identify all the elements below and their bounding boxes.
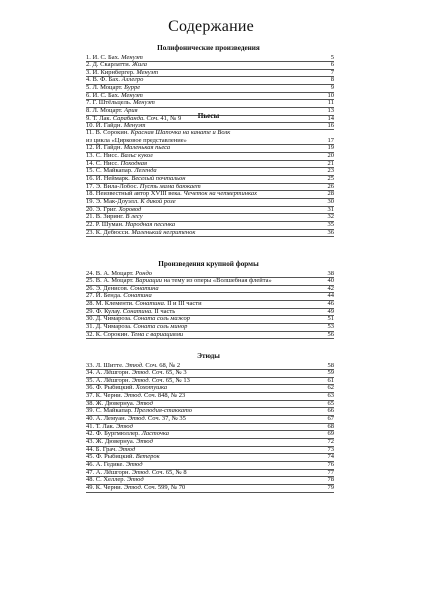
entry-number: 38. [86, 399, 95, 407]
entry-work: Этюд. [131, 369, 151, 377]
entry-title [86, 415, 186, 423]
entry-composer: К. Дебюсси. [95, 228, 130, 236]
entry-composer: С. Хеллер. [95, 476, 126, 484]
entry-page: 32 [327, 213, 334, 221]
entry-work: Вариации [135, 277, 163, 285]
entry-number: 42. [86, 430, 95, 438]
toc-entry [86, 331, 334, 340]
entry-page: 61 [327, 376, 334, 384]
entry-number: 5. [86, 84, 91, 92]
entry-page: 59 [327, 369, 334, 377]
entry-title [86, 400, 153, 408]
entry-number: 43. [86, 438, 95, 445]
entry-composer: Ж. Дювернуа. [95, 438, 135, 445]
entry-page: 42 [327, 284, 334, 292]
entry-composer: В. Зиринг. [95, 213, 124, 221]
entry-title [86, 461, 143, 469]
entry-work: Этюд. [123, 392, 143, 400]
entry-composer: С. Майкапар. [95, 407, 133, 415]
entry-number: 10. [86, 121, 95, 129]
entry-composer: С. Нисс. [95, 159, 119, 167]
entry-work: Тема с вариациями [130, 330, 184, 338]
entry-title [86, 61, 147, 69]
entry-title [86, 54, 143, 62]
entry-title [86, 392, 185, 400]
entry-work: Походная [120, 159, 148, 167]
entry-number: 19. [86, 198, 95, 205]
entry-title [86, 69, 158, 77]
entry-title [86, 129, 230, 137]
entry-number: 28. [86, 300, 95, 308]
entry-work: Вальс кукол [120, 152, 153, 160]
entry-work: Ария [124, 107, 138, 115]
entry-page: 66 [327, 407, 334, 415]
entry-page: 25 [327, 175, 334, 183]
entry-composer: В. А. Моцарт. [95, 277, 134, 285]
entry-number: 6. [86, 91, 91, 99]
entry-work: Этюд. [131, 468, 151, 476]
entry-title [86, 167, 157, 175]
entry-composer: Й. Гайдн. [95, 144, 123, 152]
entry-number: 27. [86, 292, 95, 300]
section-heading: Произведения крупной формы [158, 260, 259, 268]
entry-page: 62 [327, 384, 334, 392]
entry-title [86, 122, 145, 130]
entry-page: 63 [327, 392, 334, 400]
entry-title [86, 369, 187, 377]
entry-title [86, 407, 192, 415]
entry-title [86, 292, 152, 300]
entry-page: 5 [330, 53, 334, 61]
entry-number: 2. [86, 61, 91, 69]
entry-page: 10 [327, 91, 334, 99]
entry-page: 44 [327, 292, 334, 300]
entry-page: 56 [327, 330, 334, 338]
entry-detail: на тему из оперы «Волшебная флейта» [163, 277, 272, 285]
entry-title [86, 362, 180, 370]
entry-page: 30 [327, 198, 334, 205]
entry-title [86, 144, 170, 152]
entry-page: 51 [327, 315, 334, 323]
entry-work: Сонатина. [122, 307, 153, 315]
entry-composer: Д. Чимароза. [95, 315, 132, 323]
entry-composer: В. Ф. Бах. [92, 76, 120, 84]
entry-number: 44. [86, 445, 95, 453]
entry-number: 26. [86, 284, 95, 292]
entry-title [86, 331, 183, 339]
entry-number: 31. [86, 323, 95, 331]
entry-number: 12. [86, 144, 95, 152]
entry-number: 16. [86, 175, 95, 183]
entry-detail: Соч. 65, № 3 [151, 369, 187, 377]
entry-page: 9 [330, 84, 334, 92]
entry-page: 65 [327, 399, 334, 407]
entry-page: 67 [327, 415, 334, 423]
entry-title [86, 183, 201, 191]
entry-work: Сарабанда. [112, 114, 145, 122]
entry-number: 15. [86, 167, 95, 175]
entry-composer: Л. Шитте. [95, 361, 124, 369]
entry-work: Хохотушка [135, 384, 168, 392]
entry-number: 25. [86, 277, 95, 285]
entry-title [86, 476, 144, 484]
entry-composer: Т. Лак. [92, 114, 112, 122]
entry-composer: Э. Мак-Доуэлл. [95, 198, 139, 205]
entry-composer: В. А. Моцарт. [95, 269, 134, 277]
entry-title [86, 175, 186, 183]
entry-work: Соната соль минор [133, 323, 188, 331]
entry-number: 9. [86, 114, 91, 122]
entry-page: 17 [327, 136, 334, 144]
entry-page: 79 [327, 483, 334, 491]
entry-work: Этюд [116, 422, 133, 430]
entry-number: 22. [86, 220, 95, 228]
entry-work: В лесу [125, 213, 143, 221]
entry-composer: Й. Бенда. [95, 292, 122, 300]
entry-detail: Соч. 65, № 13 [151, 376, 190, 384]
entry-work: Чечеток на четвертинках [183, 190, 257, 198]
entry-composer: А. Лемуан. [95, 415, 127, 423]
entry-composer: И. Неймарк. [95, 175, 130, 183]
entry-page: 46 [327, 300, 334, 308]
entry-page: 68 [327, 422, 334, 430]
entry-page: 31 [327, 205, 334, 213]
entry-page: 20 [327, 152, 334, 160]
entry-work: Маленький негритенок [131, 228, 196, 236]
entry-page: 76 [327, 460, 334, 468]
entry-page: 26 [327, 182, 334, 190]
entry-detail: Соч. 65, № 8 [151, 468, 187, 476]
entry-detail: Соч. 599, № 70 [143, 483, 186, 491]
entry-work: Рондо [135, 269, 153, 277]
entry-composer: Т. Лак. [95, 422, 115, 430]
entry-page: 58 [327, 361, 334, 369]
entry-work: Этюд [118, 445, 136, 453]
section-heading: Этюды [197, 352, 220, 360]
entry-title [86, 430, 169, 438]
entry-composer: А. Лёшгорн. [95, 376, 131, 384]
entry-title [86, 206, 141, 214]
entry-number: 8. [86, 107, 91, 115]
entry-work: Менуэт [123, 121, 146, 129]
entry-number: 24. [86, 269, 95, 277]
entry-number: 21. [86, 213, 95, 221]
entry-composer: Неизвестный автор XVIII века. [95, 190, 182, 198]
entry-number: 47. [86, 468, 95, 476]
entry-number: 36. [86, 384, 95, 392]
entry-work: Этюд. [123, 483, 143, 491]
entry-title [86, 446, 135, 454]
entry-work: Этюд [136, 399, 153, 407]
entry-number: 17. [86, 182, 95, 190]
entry-composer: Ж. Дювернуа. [95, 399, 135, 407]
entry-number: 39. [86, 407, 95, 415]
entry-title [86, 277, 272, 285]
entry-title [86, 190, 257, 198]
entry-title [86, 213, 143, 221]
entry-page: 11 [327, 99, 334, 107]
entry-composer: Й. Гайдн. [95, 121, 123, 129]
entry-title [86, 270, 152, 278]
entry-work: Народная песенка [125, 220, 176, 228]
entry-composer: С. Майкапар. [95, 167, 133, 175]
entry-number: 29. [86, 307, 95, 315]
entry-work: Менуэт [136, 68, 159, 76]
entry-page: 7 [330, 68, 334, 76]
entry-composer: Ф. Рыбицкий. [95, 453, 135, 461]
entry-work: Пусть мама баюкает [139, 182, 201, 190]
entry-page: 35 [327, 220, 334, 228]
entry-number: 18. [86, 190, 95, 198]
entry-title [86, 423, 133, 431]
entry-number: 4. [86, 76, 91, 84]
entry-work: Этюд. [131, 376, 151, 384]
entry-title [86, 76, 143, 84]
entry-composer: Ф. Рыбицкий. [95, 384, 135, 392]
entry-detail: Соч. 41, № 9 [146, 114, 182, 122]
entry-page: 77 [327, 468, 334, 476]
entry-work: Маленькая пьеса [123, 144, 171, 152]
entry-page: 38 [327, 269, 334, 277]
entry-number: 41. [86, 422, 95, 430]
entry-page: 28 [327, 190, 334, 198]
entry-page: 73 [327, 445, 334, 453]
entry-title [86, 221, 175, 229]
section-heading: Пьесы [197, 112, 220, 120]
entry-composer: А. Гедике. [95, 460, 125, 468]
entry-number: 35. [86, 376, 95, 384]
entry-composer: К. Сорокин. [95, 330, 130, 338]
entry-work: Этюд [126, 476, 144, 484]
entry-composer: Л. Моцарт. [92, 107, 123, 115]
entry-work: Бурре [124, 84, 141, 92]
entry-number: 7. [86, 99, 91, 107]
entry-work: Этюд. [125, 361, 144, 369]
entry-title [86, 152, 153, 160]
entry-composer: Р. Шуман. [95, 220, 124, 228]
entry-number: 20. [86, 205, 95, 213]
entry-number: 40. [86, 415, 95, 423]
entry-composer: Э. Денисов. [95, 284, 129, 292]
entry-work: Этюд. [127, 415, 147, 423]
entry-detail: Соч. 37, № 35 [147, 415, 186, 423]
entry-number: 3. [86, 68, 91, 76]
entry-work: Соната соль мажор [133, 315, 191, 323]
entry-work: К дикой розе [140, 198, 176, 205]
entry-composer: Д. Чимароза. [95, 323, 132, 331]
entry-title [86, 377, 190, 385]
entry-composer: Л. Моцарт. [92, 84, 123, 92]
toc-entry [86, 129, 334, 145]
entry-page: 36 [327, 228, 334, 236]
entry-composer: И. С. Бах. [92, 91, 120, 99]
entry-title [86, 384, 167, 392]
entry-title [86, 92, 143, 100]
entry-title [86, 160, 147, 168]
entry-title [86, 300, 202, 308]
entry-composer: В. Сорокин. [95, 129, 129, 137]
entry-work: Менуэт [133, 99, 155, 107]
toc-entry [86, 229, 334, 238]
entry-work: Веселый почтальон [131, 175, 186, 183]
entry-title [86, 315, 190, 323]
entry-number: 23. [86, 228, 95, 236]
entry-work: Хоровод [118, 205, 142, 213]
entry-page: 49 [327, 307, 334, 315]
entry-work: Ветерок [135, 453, 160, 461]
entry-page: 19 [327, 144, 334, 152]
entry-title [86, 323, 187, 331]
entry-composer: К. Черни. [95, 483, 123, 491]
entry-detail: Соч. 848, № 23 [143, 392, 186, 400]
section-heading: Полифонические произведения [157, 44, 260, 52]
entry-work: Прелюдия-стаккато [134, 407, 193, 415]
entry-title [86, 198, 176, 206]
entry-composer: Ф. Бургмюллер. [95, 430, 140, 438]
entry-work: Аллегро [121, 76, 144, 84]
entry-page: 23 [327, 167, 334, 175]
entry-number: 45. [86, 453, 95, 461]
entry-page: 21 [327, 159, 334, 167]
entry-title [86, 453, 160, 461]
entry-work: Этюд [136, 438, 153, 445]
entry-page: 72 [327, 438, 334, 445]
entry-title [86, 469, 187, 477]
entry-composer: Д. Скарлатти. [92, 61, 131, 69]
entry-page: 78 [327, 476, 334, 484]
entry-number: 33. [86, 361, 95, 369]
entry-number: 48. [86, 476, 95, 484]
entry-work: Этюд [125, 460, 143, 468]
entry-number: 1. [86, 53, 91, 61]
entry-composer: И. Кирнбергер. [92, 68, 135, 76]
entry-number: 46. [86, 460, 95, 468]
entry-work: Менуэт [121, 53, 143, 61]
entry-page: 8 [330, 76, 334, 84]
entry-page: 6 [330, 61, 334, 69]
entry-page: 53 [327, 323, 334, 331]
entry-work: Сонатина. [135, 300, 166, 308]
entry-page: 40 [327, 277, 334, 285]
entry-number: 14. [86, 159, 95, 167]
entry-title [86, 99, 155, 107]
entry-composer: А. Лёшгорн. [95, 468, 131, 476]
entry-work: Легенда [134, 167, 157, 175]
entry-composer: Б. Грач. [95, 445, 117, 453]
entry-work: Красная Шапочка на канате и Волк [130, 129, 231, 137]
entry-composer: Ф. Кулау. [95, 307, 121, 315]
entry-detail: Соч. 68, № 2 [145, 361, 181, 369]
entry-work: Сонатина [123, 292, 152, 300]
entry-page: 14 [327, 114, 334, 122]
entry-work: Менуэт [121, 91, 143, 99]
entry-composer: Г. Штёльцель. [92, 99, 132, 107]
entry-number: 32. [86, 330, 95, 338]
entry-composer: И. С. Бах. [92, 53, 120, 61]
entry-page: 13 [327, 107, 334, 115]
entry-work: Сонатина [130, 284, 159, 292]
entry-number: 30. [86, 315, 95, 323]
entry-work: Жига [132, 61, 147, 69]
entry-title [86, 438, 153, 446]
entry-composer: М. Клементи. [95, 300, 134, 308]
entry-number: 11. [86, 129, 94, 137]
entry-detail: II и III части [167, 300, 202, 308]
entry-number: 37. [86, 392, 95, 400]
entry-title [86, 229, 195, 237]
entry-number: 49. [86, 483, 95, 491]
entry-page: 16 [327, 121, 334, 129]
entry-title [86, 84, 140, 92]
entry-title [86, 484, 185, 492]
entry-composer: К. Черни. [95, 392, 123, 400]
entry-number: 34. [86, 369, 95, 377]
entry-work: Ласточка [141, 430, 170, 438]
entry-page: 69 [327, 430, 334, 438]
entry-composer: С. Нисс. [95, 152, 119, 160]
toc-entry [86, 484, 334, 493]
entry-composer: Э. Вила-Лобос. [95, 182, 139, 190]
page-title: Содержание [168, 18, 254, 35]
entry-number: 13. [86, 152, 95, 160]
entry-composer: А. Лёшгорн. [95, 369, 131, 377]
entry-page: 74 [327, 453, 334, 461]
entry-detail: II часть [154, 307, 176, 315]
entry-composer: Э. Григ. [95, 205, 117, 213]
entry-title [86, 308, 175, 316]
entry-title-continued: из цикла «Цирковое представление» [86, 136, 187, 144]
